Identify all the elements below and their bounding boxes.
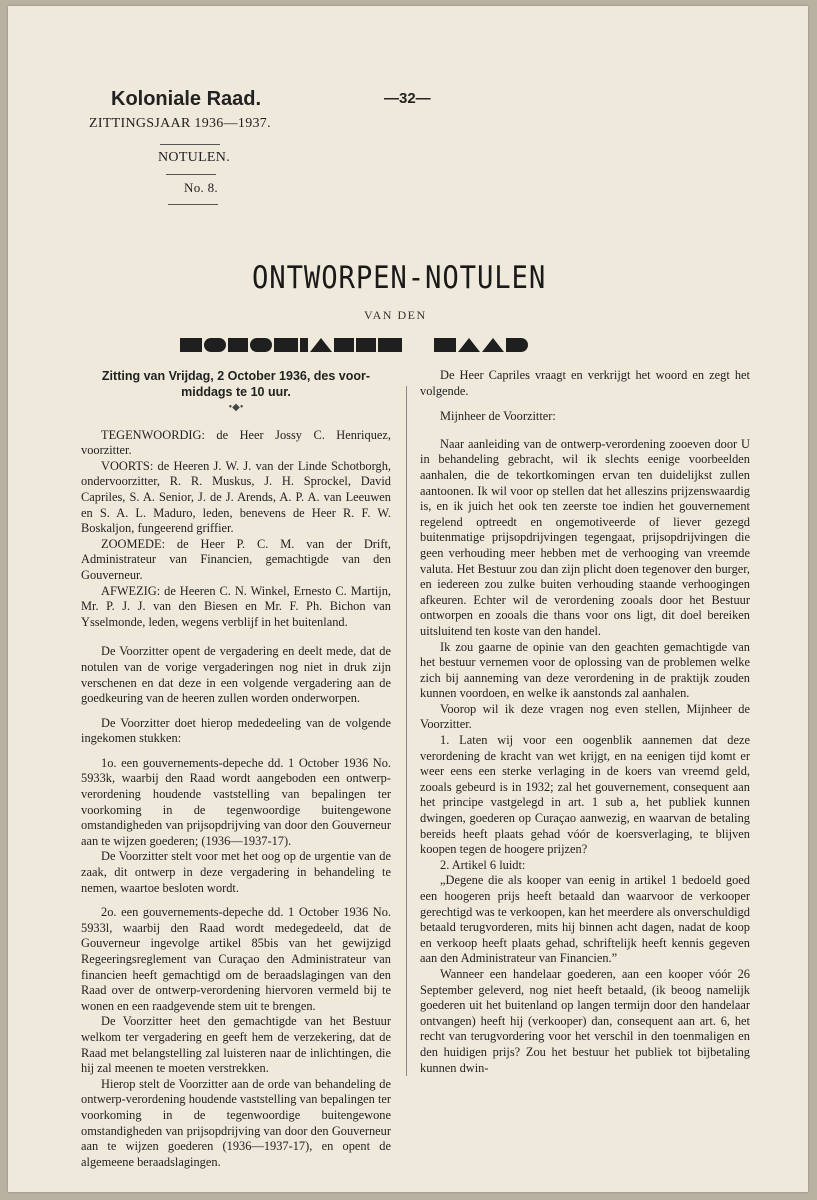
paragraph: Wanneer een handelaar goederen, aan een kooper vóór 26 September geleverd, nog niet heeft betaald, (ik beoog namelijk goederen uit het buitenland op langen termijn door den handelaar ontvangen) heeft hij (verkooper) dan, consequent aan art. 6, het recht van terugvordering voor het verschil in den toenmaligen en den huidigen prijs? Zou het bestuur het publiek tot bijbetaling kunnen dwin- bbox=[420, 966, 750, 1075]
paragraph: 2o. een gouvernements-depeche dd. 1 October 1936 No. 5933l, waarbij den Raad wordt medegedeeld, dat de Gouverneur ingevolge artikel 85bis van het gewijzigd Regeeringsreglement van Curaçao den Administrateur van financien heeft gemachtigd om de beraadslagingen van den Raad over de ontwerp-verordening hiervoren vermeld bij te wonen en een raadgevende stem uit te brengen. bbox=[81, 905, 391, 1013]
column-divider bbox=[406, 386, 407, 1076]
document-page bbox=[8, 6, 808, 1192]
paragraph: „Degene die als kooper van eenig in artikel 1 bedoeld goed een hoogeren prijs heeft betaald dan waarvoor de verkooper gerechtigd was te verkoopen, kan het meerdere als onverschuldigd betaald terugvorderen, mits hij binnen acht dagen, nadat de koop en verkoop heeft plaats gehad, schriftelijk heeft kennis gegeven aan den Administrateur van Financien.” bbox=[420, 873, 750, 966]
right-column bbox=[420, 368, 750, 1076]
header-rule bbox=[168, 204, 218, 205]
title-van-den: VAN DEN bbox=[364, 308, 427, 322]
paragraph: De Voorzitter opent de vergadering en deelt mede, dat de notulen van de vorige vergaderingen nog niet in druk zijn verschenen en dat deze in een volgende vergadering aan de goedkeuring van de heeren zullen worden onderworpen. bbox=[81, 644, 391, 706]
paragraph: VOORTS: de Heeren J. W. J. van der Linde Schotborgh, ondervoorzitter, R. R. Muskus, J. H. Sprockel, David Capriles, S. A. Senior, J. de J. Arends, A. P. A. van Leeuwen en S. A. L. Maduro, leden, benevens de Heer R. F. W. Boskaljon, fungeerend griffier. bbox=[81, 458, 391, 536]
session-year: ZITTINGSJAAR 1936—1937. bbox=[89, 116, 271, 131]
council-name: Koloniale Raad. bbox=[111, 88, 262, 110]
decorative-council-title-text bbox=[8, 6, 9, 7]
paragraph: De Voorzitter heet den gemachtigde van het Bestuur welkom ter vergadering en geeft hem de verzekering, dat de Raad met belangstelling zal luisteren naar de inlichtingen, die hij zal meenen te moeten verstrekken. bbox=[81, 1014, 391, 1076]
header-rule bbox=[166, 174, 216, 175]
ornament: •◆• bbox=[228, 402, 244, 413]
page-number: —32— bbox=[384, 90, 431, 107]
paragraph: Hierop stelt de Voorzitter aan de orde van behandeling de ontwerp-verordening houdende vaststelling van bepalingen ter voorkoming in de tegenwoordige buitengewone omstandigheden van prijsopdrijving van door den Gouverneur aan te wijzen goederen (1936—1937-17), en opent de algemeene beraadslagingen. bbox=[81, 1076, 392, 1169]
paragraph: 1o. een gouvernements-depeche dd. 1 October 1936 No. 5933k, waarbij den Raad wordt aangeboden een ontwerp-verordening houdende vaststelling van bepalingen ter voorkoming in de tegenwoordige buitengewone omstandigheden van prijsopdrijving van door den Gouverneur aan te wijzen goederen; (1936—1937-17). bbox=[81, 755, 391, 848]
paragraph: ZOOMEDE: de Heer P. C. M. van der Drift, Administrateur van Financien, gemachtigde van den Gouverneur. bbox=[81, 536, 391, 582]
paragraph: De Voorzitter stelt voor met het oog op de urgentie van de zaak, dit ontwerp in deze vergadering in behandeling te nemen, waartoe besloten wordt. bbox=[81, 849, 391, 895]
paragraph: Voorop wil ik deze vragen nog even stellen, Mijnheer de Voorzitter. bbox=[420, 701, 750, 732]
minutes-label: NOTULEN. bbox=[158, 150, 230, 165]
header-rule bbox=[160, 144, 220, 145]
minutes-number: No. 8. bbox=[184, 180, 218, 195]
paragraph: Naar aanleiding van de ontwerp-verordening zooeven door U in behandeling gebracht, wil ik slechts eenige voorbeelden aanhalen, die de tekortkomingen ervan ten duidelijkst zullen aantoonen. Ik wil voor op stellen dat het alleszins prijzenswaardig is, en ik juich het ook ten zeerste toe indien het gouvernement regelend optreedt en ongemotiveerde of liever gezegd buitenmatige prijsopdrijvingen tegengaat, prijsopdrijvingen die geen verhouding meer hebben met de verhooging van vreemde valuta. Het Bestuur zou dan zijn plicht doen tegenover den burger, en iedereen zou zulke buiten verhouding staande verhoogingen afkeuren. Echter wil de verordening zooals door het Bestuur ontworpen en zooals die thans voor ons ligt, dit doel bereiken uitsluitend ten koste van den handel. bbox=[420, 436, 750, 638]
paragraph: Mijnheer de Voorzitter: bbox=[440, 409, 556, 424]
paragraph: De Voorzitter doet hierop mededeeling van de volgende ingekomen stukken: bbox=[81, 715, 391, 746]
paragraph: 1. Laten wij voor een oogenblik aannemen dat deze verordening de kracht van wet krijgt, en na eenigen tijd komt er weer eens een sterke verlaging in de koers van vreemd geld, zooals gebeurd is in 1932; zal het gouvernement, consequent aan het principe vastgelegd in art. 1 sub a, het publiek kunnen dwingen, goederen op Curaçao aanwezig, en waarvan de betaling bereids heeft plaats gehad vóór de koersverlaging, te blijven koopen tegen de hoogere prijzen? bbox=[420, 733, 750, 857]
paragraph: Ik zou gaarne de opinie van den geachten gemachtigde van het bestuur vernemen voor de oplossing van de problemen welke zich bij aanneming van deze verordening in de praktijk zouden kunnen voordoen, en welke ik aanstonds zal aanhalen. bbox=[420, 639, 750, 701]
paragraph: TEGENWOORDIG: de Heer Jossy C. Henriquez, voorzitter. bbox=[81, 427, 391, 458]
paragraph: 2. Artikel 6 luidt: bbox=[440, 857, 526, 872]
paragraph: De Heer Capriles vraagt en verkrijgt het woord en zegt het volgende. bbox=[420, 368, 750, 398]
decorative-council-title bbox=[180, 338, 528, 352]
paragraph: AFWEZIG: de Heeren C. N. Winkel, Ernesto C. Martijn, Mr. P. J. J. van den Biesen en Mr. F. Ph. Bichon van Ysselmonde, leden, wegens verblijf in het buitenland. bbox=[81, 583, 391, 629]
left-column bbox=[81, 368, 391, 1170]
sitting-heading: Zitting van Vrijdag, 2 October 1936, des voor-middags te 10 uur. bbox=[101, 369, 371, 399]
document-title: ONTWORPEN-NOTULEN bbox=[252, 260, 547, 296]
